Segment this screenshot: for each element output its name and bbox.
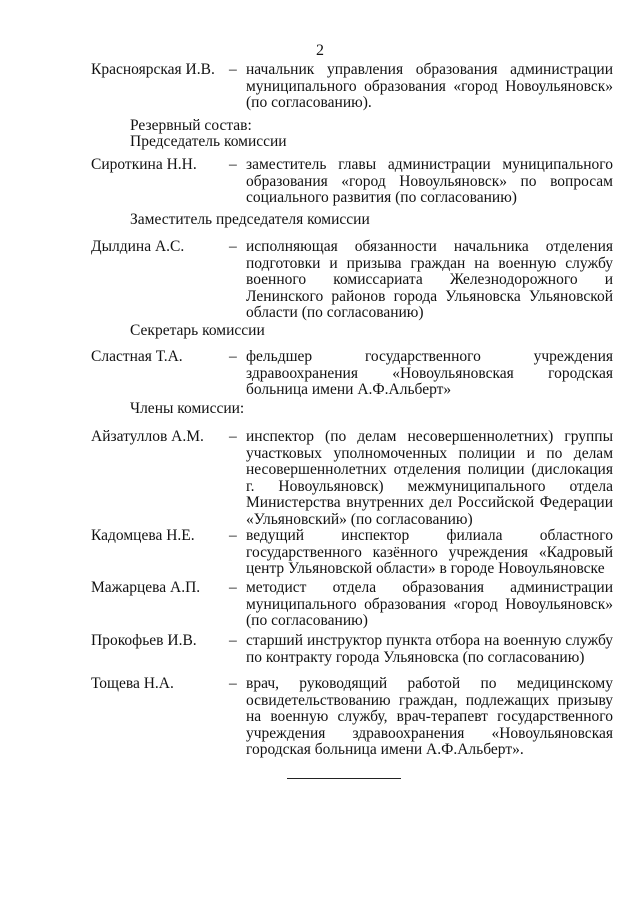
dash: – xyxy=(229,579,237,596)
member-entry-sirotkina xyxy=(91,157,613,207)
dash: – xyxy=(229,61,237,78)
member-entry-krasnoyarskaya xyxy=(91,62,613,112)
member-entry-slastnaya xyxy=(91,349,613,399)
member-name: Мажарцева А.П. xyxy=(91,579,201,596)
member-name: Кадомцева Н.Е. xyxy=(91,527,195,544)
member-position: инспектор (по делам несовершеннолетних) группы участковых уполномоченных полиции и по делам несовершеннолетних отделения полиции (дислокация г. Новоульяновск) межмуниципального отдела Министерства внутренних дел Российской Федерации «Ульяновский» (по согласованию) xyxy=(246,428,613,528)
member-position: врач, руководящий работой по медицинскому освидетельствованию граждан, подлежащих призыву на военную службу, врач-терапевт государственного учреждения здравоохранения «Новоульяновская городская больница имени А.Ф.Альберт». xyxy=(246,675,613,759)
member-name: Красноярская И.В. xyxy=(91,61,215,78)
member-name: Дылдина А.С. xyxy=(91,238,185,255)
reserve-heading: Резервный состав: xyxy=(130,117,252,134)
member-name: Сироткина Н.Н. xyxy=(91,156,197,173)
secretary-heading: Секретарь комиссии xyxy=(130,322,265,339)
dash: – xyxy=(229,156,237,173)
dash: – xyxy=(229,238,237,255)
members-heading: Члены комиссии: xyxy=(130,400,245,417)
member-name: Айзатуллов А.М. xyxy=(91,428,204,445)
member-position: методист отдела образования администрации муниципального образования «город Новоульяновск» (по согласованию) xyxy=(246,579,613,630)
member-entry-mazhartseva xyxy=(91,580,613,630)
member-position: исполняющая обязанности начальника отделения подготовки и призыва граждан на военную службу военного комиссариата Железнодорожного и Ленинского районов города Ульяновска Ульяновской области (по согласованию) xyxy=(246,238,613,322)
member-entry-aizatullov xyxy=(91,429,613,529)
member-entry-prokofiev xyxy=(91,633,613,666)
member-position: заместитель главы администрации муниципального образования «город Новоульяновск» по вопросам социального развития (по согласованию) xyxy=(246,156,613,207)
dash: – xyxy=(229,348,237,365)
member-name: Сластная Т.А. xyxy=(91,348,183,365)
member-position: фельдшер государственного учреждения здравоохранения «Новоульяновская городская больница имени А.Ф.Альберт» xyxy=(246,348,613,399)
dash: – xyxy=(229,527,237,544)
chairman-heading: Председатель комиссии xyxy=(130,133,287,150)
member-entry-kadomtseva xyxy=(91,528,613,578)
member-entry-dyldina xyxy=(91,239,613,322)
member-position: ведущий инспектор филиала областного государственного казённого учреждения «Кадровый центр Ульяновской области» в городе Новоульяновске xyxy=(246,527,613,578)
member-name: Прокофьев И.В. xyxy=(91,632,197,649)
dash: – xyxy=(229,675,237,692)
closing-rule xyxy=(287,778,401,779)
dash: – xyxy=(229,428,237,445)
deputy-heading: Заместитель председателя комиссии xyxy=(130,211,370,228)
member-position: старший инструктор пункта отбора на военную службу по контракту города Ульяновска (по согласованию) xyxy=(246,632,613,666)
page-number: 2 xyxy=(316,42,324,59)
dash: – xyxy=(229,632,237,649)
member-name: Тощева Н.А. xyxy=(91,675,174,692)
member-position: начальник управления образования администрации муниципального образования «город Новоульяновск» (по согласованию). xyxy=(246,61,613,112)
member-entry-tosheva xyxy=(91,676,613,759)
